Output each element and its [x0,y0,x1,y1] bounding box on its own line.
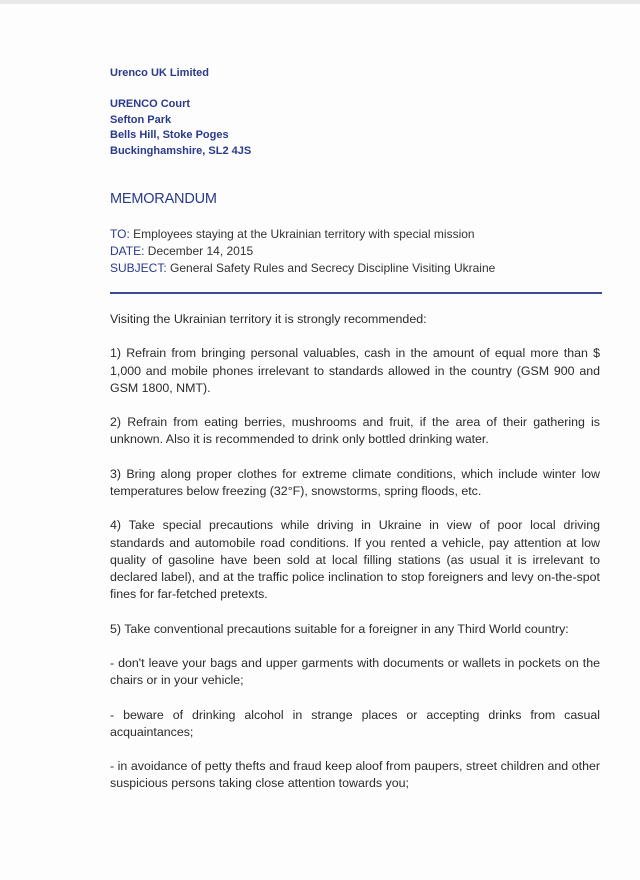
rule-paragraph-3: 3) Bring along proper clothes for extreme climate conditions, which include winter low temperatures below freezing (32°F), snowstorms, spring floods, etc. [110,466,600,498]
company-address [110,97,251,159]
memo-to-row [110,226,495,243]
address-line-2: Sefton Park [110,113,172,126]
page-top-edge [0,0,640,4]
memo-title: MEMORANDUM [110,191,217,207]
address-line-4: Buckinghamshire, SL2 4JS [110,144,252,157]
address-line-3: Bells Hill, Stoke Poges [110,129,229,141]
memo-date-row [110,243,495,260]
rule-paragraph-2: 2) Refrain from eating berries, mushrooms and fruit, if the area of their gathering is unknown. Also it is recommended to drink only bottled drinking water. [110,415,600,447]
bullet-paragraph-2: - beware of drinking alcohol in strange places or accepting drinks from casual acquaintances; [110,707,600,739]
bullet-paragraph-3: - in avoidance of petty thefts and fraud keep aloof from paupers, street children and other suspicious persons taking close attention towards you; [110,759,600,791]
bullet-paragraph-1: - don't leave your bags and upper garments with documents or wallets in pockets on the chairs or in your vehicle; [110,655,600,688]
memo-header [110,226,495,277]
address-line-1: URENCO Court [110,98,191,110]
subject-label: SUBJECT: [110,261,167,275]
memo-body [110,311,600,810]
header-divider [110,292,602,294]
date-value: December 14, 2015 [147,244,254,258]
rule-paragraph-1: 1) Refrain from bringing personal valuables, cash in the amount of equal more than $ 1,000 and mobile phones irrelevant to standards allowed in the country (GSM 900 and GSM 1800, NMT). [110,346,600,395]
rule-paragraph-4: 4) Take special precautions while driving in Ukraine in view of poor local driving standards and automobile road conditions. If you rented a vehicle, pay attention at low quality of gasoline have been sold at local filling stations (as usual it is irrelevant to declared label), and at the traffic police inclination to stop foreigners and levy on-the-spot fines for far-fetched pretexts. [110,518,600,602]
intro-paragraph: Visiting the Ukrainian territory it is strongly recommended: [110,312,427,326]
rule-paragraph-5: 5) Take conventional precautions suitable for a foreigner in any Third World country: [110,621,569,636]
to-label: TO: [110,227,130,241]
company-name: Urenco UK Limited [110,67,210,79]
memo-subject-row [110,260,495,277]
subject-value: General Safety Rules and Secrecy Discipline Visiting Ukraine [170,261,496,275]
to-value: Employees staying at the Ukrainian territory with special mission [133,227,475,241]
date-label: DATE: [110,244,145,258]
